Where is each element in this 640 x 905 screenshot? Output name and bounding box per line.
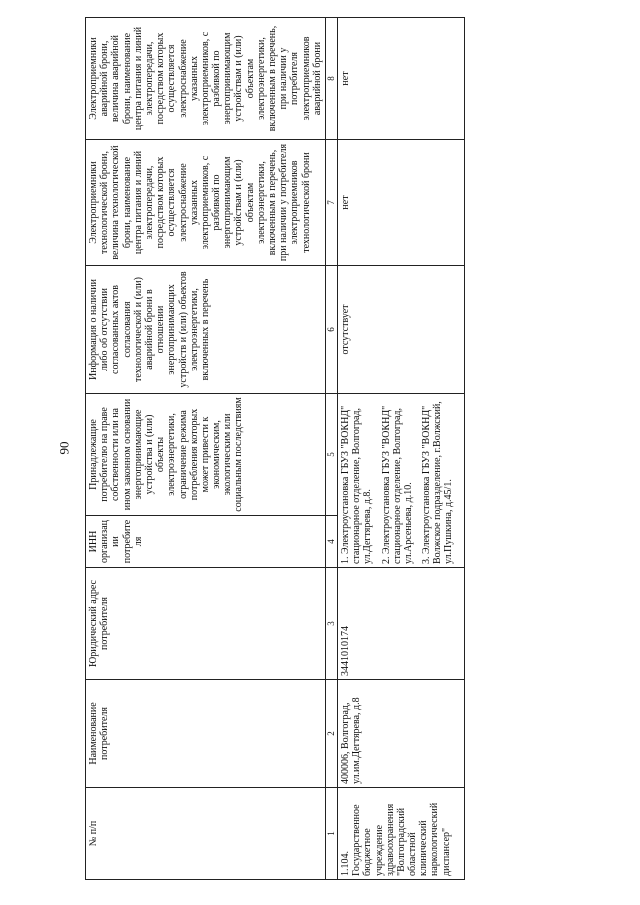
- consumer-name: Государственное бюджетное учреждение здравоохранения "Волгоградский областной клинический наркологический диспансер": [351, 802, 452, 876]
- row-cell-devices: [337, 394, 464, 568]
- row-number: 1.104.: [339, 851, 351, 876]
- consumers-table: [85, 17, 465, 880]
- row-cell-emergency-reserve: нет: [337, 18, 464, 140]
- device-item: 2. Электроустановка ГБУЗ "ВОКНД" стационарное отделение, Волгоград, ул.Арсеньева, д.10.: [380, 405, 414, 564]
- page-number: 90: [56, 441, 72, 455]
- table-header-row: [86, 18, 326, 880]
- header-cell: Принадлежащие потребителю на праве собственности или на ином законном основании энергопринимающие устройства и (или) объекты электроэнергетики, ограничение режима потребления которых может привести к экономическим, экологическим или социальным последствиям: [86, 394, 326, 516]
- column-number: 1: [325, 788, 337, 880]
- header-cell: Юридический адрес потребителя: [86, 568, 326, 680]
- column-number-row: [325, 18, 337, 880]
- header-cell: Информация о наличии либо об отсутствии согласованных актов согласования технологической и (или) аварийной брони в отношении энергопринимающих устройств и (или) объектов электроэнергетики, включенных в перечень: [86, 266, 326, 394]
- column-number: 3: [325, 568, 337, 680]
- column-number: 7: [325, 140, 337, 266]
- row-cell-name: [337, 788, 464, 880]
- header-cell: ИНН организации потребителя: [86, 516, 326, 568]
- row-cell-tech-reserve: нет: [337, 140, 464, 266]
- column-number: 8: [325, 18, 337, 140]
- header-cell: Электроприемники технологической брони, величина технологической брони, наименование центра питания и линий электропередачи, посредством которых осуществляется электроснабжение указанных электроприемников, с разбивкой по энергопринимающим устройствам и (или) объектам электроэнергетики, включенным в перечень, при наличии у потребителя электроприемников технологической брони: [86, 140, 326, 266]
- device-item: 1. Электроустановка ГБУЗ "ВОКНД" стационарное отделение, Волгоград, ул.Дегтярева, д.8.: [339, 405, 374, 564]
- table-row: [337, 18, 464, 880]
- row-cell-address: 400006, Волгоград, ул.им.Дегтярева, д.8: [337, 680, 464, 788]
- header-cell: № п/п: [86, 788, 326, 880]
- device-item: 3. Электроустановка ГБУЗ "ВОКНД" Волжское подразделение, г.Волжский, ул.Пушкина, д.45/1.: [421, 401, 455, 564]
- row-cell-inn: 3441010174: [337, 568, 464, 680]
- column-number: 4: [325, 516, 337, 568]
- header-cell: Электроприемники аварийной брони, величина аварийной брони, наименование центра питания и линий электропередачи, посредством которых осуществляется электроснабжение указанных электроприемников, с разбивкой по энергопринимающим устройствам и (или) объектам электроэнергетики, включенным в перечень, при наличии у потребителя электроприемников аварийной брони: [86, 18, 326, 140]
- document-page: [85, 18, 455, 880]
- column-number: 6: [325, 266, 337, 394]
- row-cell-acts: отсутствует: [337, 266, 464, 394]
- header-cell: Наименование потребителя: [86, 680, 326, 788]
- column-number: 2: [325, 680, 337, 788]
- column-number: 5: [325, 394, 337, 516]
